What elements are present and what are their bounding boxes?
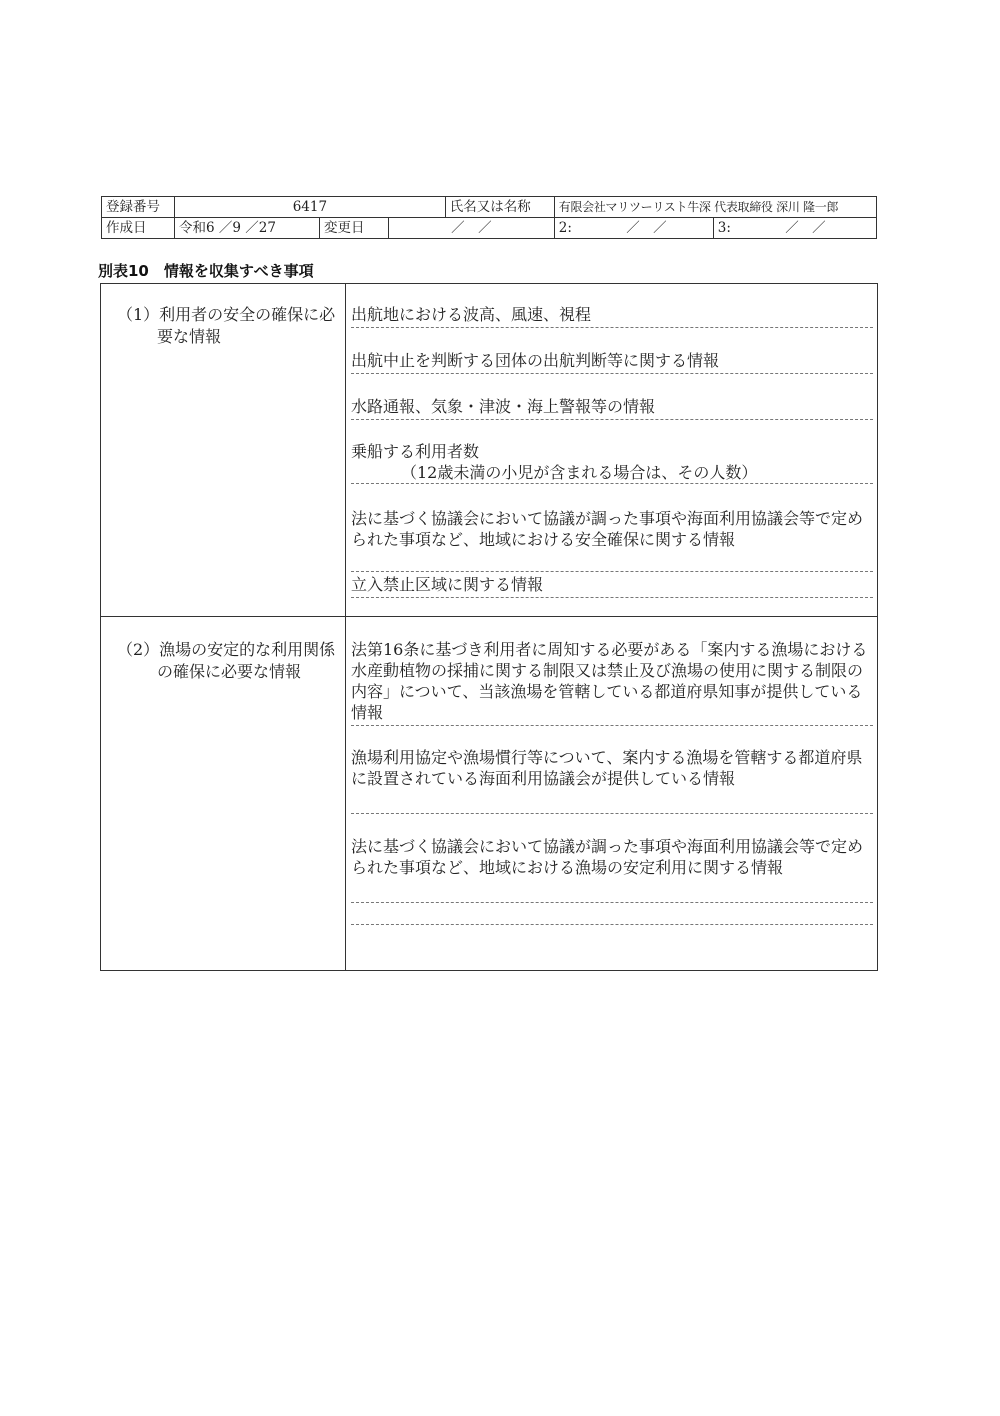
header-table — [101, 196, 877, 239]
column-divider — [345, 284, 346, 970]
created-value: 令和6 ／9 ／27 — [175, 218, 320, 239]
changed-value-3: ／ ／ — [785, 220, 826, 236]
changed-value-2: ／ ／ — [626, 220, 667, 236]
section-1-label: （1）利用者の安全の確保に必要な情報 — [117, 305, 336, 346]
changed-no-3: 3: — [717, 220, 731, 236]
section-1-item-6: 立入禁止区域に関する情報 — [351, 574, 873, 598]
info-table — [100, 283, 878, 971]
section-2-item-1: 法第16条に基づき利用者に周知する必要がある「案内する漁場における水産動植物の採捕に関する制限又は禁止及び漁場の使用に関する制限の内容」について、当該漁場を管轄している都道府県知事が提供している情報 — [351, 639, 873, 726]
name-label: 氏名又は名称 — [445, 197, 554, 218]
changed-cell-3 — [713, 218, 876, 239]
reg-no-label: 登録番号 — [102, 197, 175, 218]
section-1-item-3: 水路通報、気象・津波・海上警報等の情報 — [351, 396, 873, 420]
section-2-label: （2）漁場の安定的な利用関係の確保に必要な情報 — [117, 640, 336, 681]
section-1-item-4-line-1: 乗船する利用者数 — [351, 442, 480, 461]
reg-no-value: 6417 — [175, 197, 446, 218]
created-label: 作成日 — [102, 218, 175, 239]
section-2-empty-line — [351, 924, 873, 925]
section-1-item-5: 法に基づく協議会において協議が調った事項や海面利用協議会等で定められた事項など、地域における安全確保に関する情報 — [351, 508, 873, 572]
name-value: 有限会社マリツーリスト牛深 代表取締役 深川 隆一郎 — [554, 197, 876, 218]
changed-value-1: ／ ／ — [389, 218, 555, 239]
changed-label: 変更日 — [320, 218, 389, 239]
section-divider — [101, 616, 877, 617]
section-1-item-4 — [351, 441, 873, 484]
section-2-item-2: 漁場利用協定や漁場慣行等について、案内する漁場を管轄する都道府県に設置されている海面利用協議会が提供している情報 — [351, 747, 873, 814]
changed-cell-2 — [554, 218, 713, 239]
section-2-item-3: 法に基づく協議会において協議が調った事項や海面利用協議会等で定められた事項など、地域における漁場の安定利用に関する情報 — [351, 836, 873, 903]
changed-no-2: 2: — [558, 220, 572, 236]
page-title: 別表10 情報を収集すべき事項 — [98, 262, 314, 280]
section-1-item-1: 出航地における波高、風速、視程 — [351, 304, 873, 328]
section-1-item-4-line-2: （12歳未満の小児が含まれる場合は、その人数） — [401, 463, 758, 482]
section-1-item-2: 出航中止を判断する団体の出航判断等に関する情報 — [351, 350, 873, 374]
